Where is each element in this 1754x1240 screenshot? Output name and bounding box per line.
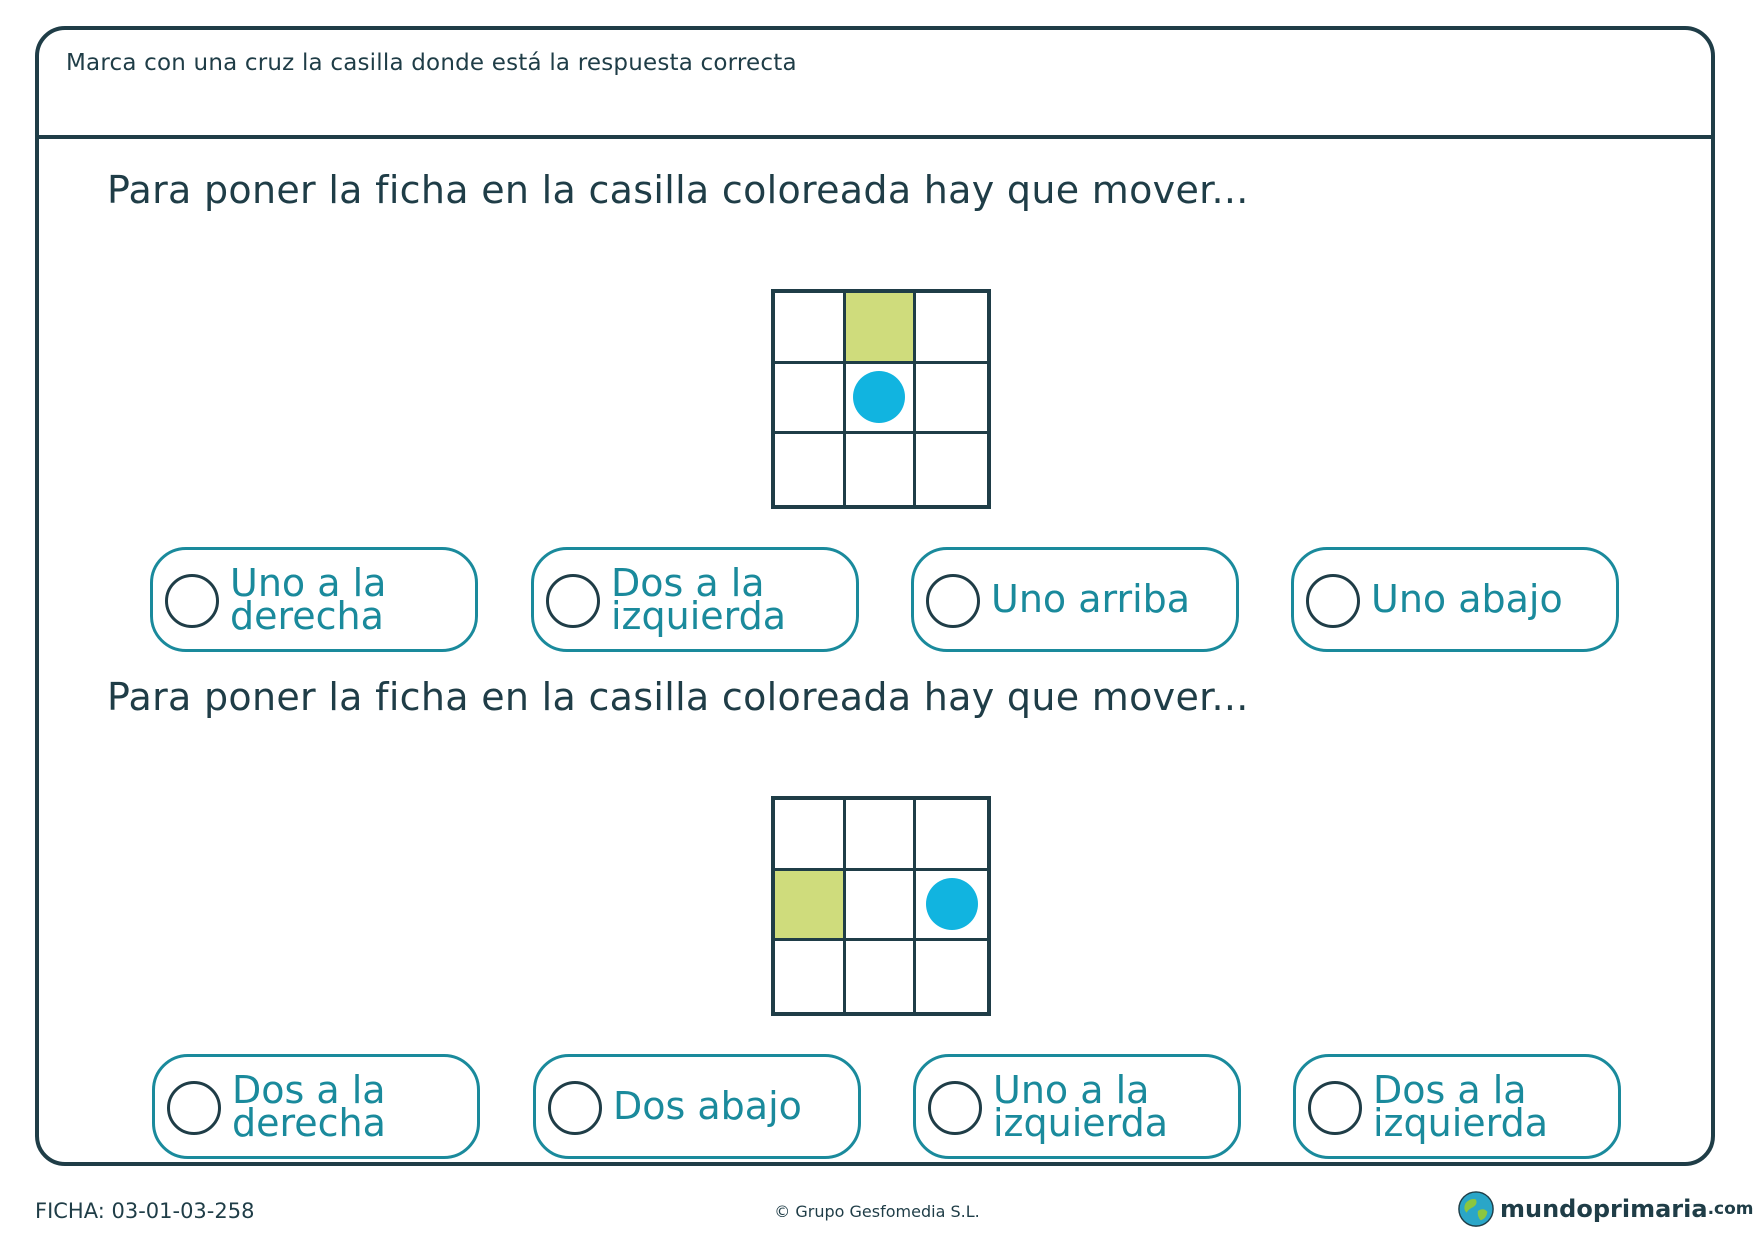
- board-cell: [775, 364, 846, 435]
- game-token: [926, 878, 978, 930]
- board-cell: [846, 871, 917, 942]
- answer-option[interactable]: [150, 547, 478, 652]
- answer-options: [152, 1054, 1622, 1159]
- answer-label: Uno a la izquierda: [993, 1067, 1169, 1145]
- game-token: [853, 371, 905, 423]
- instruction-text: Marca con una cruz la casilla donde está la respuesta correcta: [66, 50, 797, 76]
- logo-brand: mundoprimaria: [1500, 1195, 1708, 1223]
- logo-tld: .com: [1707, 1199, 1754, 1219]
- board-cell: [775, 434, 846, 505]
- answer-option[interactable]: [911, 547, 1239, 652]
- board-grid: [771, 796, 991, 1016]
- question-prompt: Para poner la ficha en la casilla coloreada hay que mover...: [107, 675, 1249, 719]
- instruction-bar: [39, 30, 1711, 139]
- board-cell: [916, 434, 987, 505]
- radio-circle-icon[interactable]: [548, 1081, 602, 1135]
- board-cell: [846, 434, 917, 505]
- answer-label: Dos a la izquierda: [611, 560, 787, 638]
- answer-label: Dos a la izquierda: [1373, 1067, 1549, 1145]
- board-cell: [846, 941, 917, 1012]
- board-cell: [775, 800, 846, 871]
- radio-circle-icon[interactable]: [926, 574, 980, 628]
- board-cell: [916, 800, 987, 871]
- radio-circle-icon[interactable]: [1308, 1081, 1362, 1135]
- answer-label: Uno abajo: [1371, 577, 1563, 621]
- board-cell: [916, 941, 987, 1012]
- answer-options: [150, 547, 1620, 652]
- board-cell: [775, 941, 846, 1012]
- answer-label: Uno a la derecha: [230, 560, 387, 638]
- radio-circle-icon[interactable]: [928, 1081, 982, 1135]
- answer-label: Uno arriba: [991, 577, 1191, 621]
- question-prompt: Para poner la ficha en la casilla coloreada hay que mover...: [107, 168, 1249, 212]
- answer-label: Dos abajo: [613, 1084, 802, 1128]
- answer-option[interactable]: [531, 547, 859, 652]
- target-cell: [775, 871, 846, 942]
- answer-label: Dos a la derecha: [232, 1067, 386, 1145]
- board-cell: [846, 364, 917, 435]
- radio-circle-icon[interactable]: [167, 1081, 221, 1135]
- target-cell: [846, 293, 917, 364]
- answer-option[interactable]: [913, 1054, 1241, 1159]
- radio-circle-icon[interactable]: [1306, 574, 1360, 628]
- board-cell: [846, 800, 917, 871]
- board-cell: [775, 293, 846, 364]
- site-logo[interactable]: [1457, 1189, 1754, 1229]
- board-cell: [916, 364, 987, 435]
- board-cell: [916, 871, 987, 942]
- globe-icon: [1457, 1190, 1495, 1228]
- board-grid: [771, 289, 991, 509]
- radio-circle-icon[interactable]: [165, 574, 219, 628]
- answer-option[interactable]: [1293, 1054, 1621, 1159]
- copyright-text: © Grupo Gesfomedia S.L.: [774, 1202, 980, 1221]
- answer-option[interactable]: [1291, 547, 1619, 652]
- answer-option[interactable]: [533, 1054, 861, 1159]
- answer-option[interactable]: [152, 1054, 480, 1159]
- worksheet-code: FICHA: 03-01-03-258: [35, 1199, 255, 1223]
- radio-circle-icon[interactable]: [546, 574, 600, 628]
- board-cell: [916, 293, 987, 364]
- worksheet-frame: [35, 26, 1715, 1166]
